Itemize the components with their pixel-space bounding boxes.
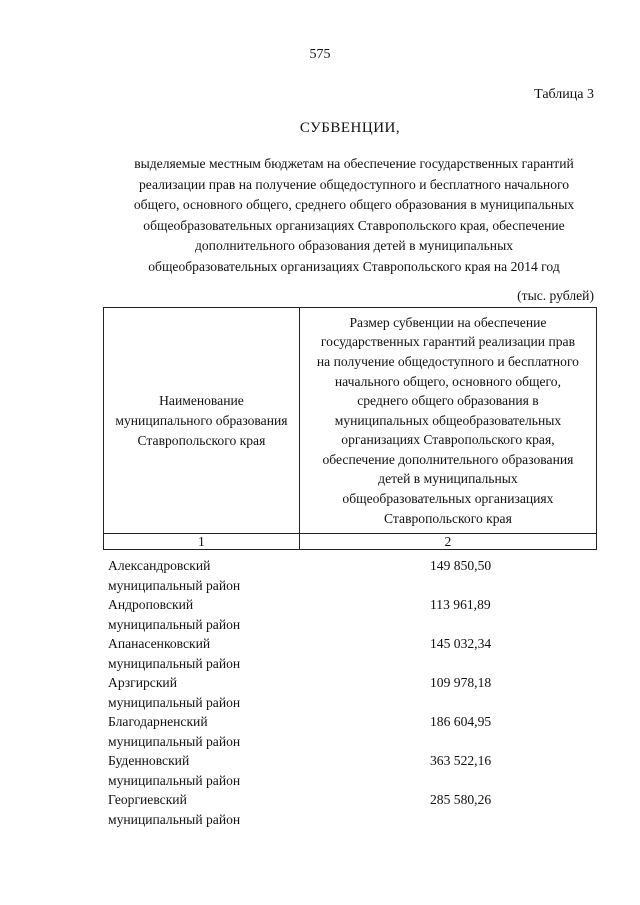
- header-col1-line: Ставропольского края: [137, 432, 266, 448]
- subsidy-value: 363 522,16: [430, 753, 492, 768]
- municipality-name: [108, 712, 308, 751]
- header-col1-line: муниципального образования: [115, 412, 288, 428]
- municipality-name-line: Благодарненский: [108, 714, 208, 729]
- table-reference: Таблица 3: [534, 87, 594, 102]
- header-col1-line: Наименование: [159, 392, 244, 408]
- municipality-type-line: муниципальный район: [108, 811, 241, 827]
- municipality-type-line: муниципальный район: [108, 733, 241, 749]
- subsidy-value: 285 580,26: [430, 792, 492, 807]
- header-col2-line: детей в муниципальных: [378, 471, 518, 487]
- municipality-name-line: Арзгирский: [108, 675, 177, 690]
- document-subtitle: [108, 154, 600, 277]
- municipality-name-line: Андроповский: [108, 597, 194, 612]
- subsidy-value: 113 961,89: [430, 597, 491, 612]
- header-col2-line: среднего общего образования в: [357, 393, 539, 409]
- header-col2-line: Ставропольского края: [384, 510, 512, 526]
- municipality-name: [108, 673, 308, 712]
- page-number: 575: [309, 47, 331, 62]
- subtitle-line: реализации прав на получение общедоступного и бесплатного начального: [138, 176, 570, 192]
- subtitle-line: дополнительного образования детей в муниципальных: [194, 238, 514, 253]
- column-number-2: 2: [299, 534, 596, 550]
- subtitle-line: общего, основного общего, среднего общего образования в муниципальных: [133, 197, 575, 212]
- municipality-name-line: Александровский: [108, 558, 211, 573]
- table-row: [108, 595, 598, 634]
- header-col2-line: обеспечение дополнительного образования: [322, 451, 574, 467]
- table-row: [108, 790, 598, 829]
- table-row: [108, 556, 598, 595]
- subtitle-line: выделяемые местным бюджетам на обеспечение государственных гарантий: [134, 156, 574, 171]
- municipality-name-line: Апанасенковский: [108, 636, 211, 651]
- subsidy-value: 186 604,95: [430, 714, 492, 729]
- municipality-type-line: муниципальный район: [108, 694, 241, 710]
- subsidy-value: 149 850,50: [430, 558, 492, 573]
- header-col2-line: общеобразовательных организациях: [342, 491, 554, 507]
- municipality-name-line: Буденновский: [108, 753, 190, 768]
- units-label: (тыс. рублей): [517, 288, 594, 303]
- subsidy-value: 145 032,34: [430, 636, 492, 651]
- municipality-name: [108, 595, 308, 634]
- table-row: [108, 751, 598, 790]
- subsidy-table-body: [108, 556, 598, 829]
- header-col2-line: на получение общедоступного и бесплатного: [316, 353, 579, 369]
- municipality-name: [108, 751, 308, 790]
- header-municipality: [104, 308, 300, 534]
- table-row: [108, 673, 598, 712]
- municipality-name: [108, 790, 308, 829]
- header-col2-line: начального общего, основного общего,: [334, 373, 561, 389]
- document-title: СУБВЕНЦИИ,: [299, 120, 401, 136]
- municipality-name: [108, 556, 308, 595]
- header-col2-line: организациях Ставропольского края,: [341, 432, 555, 448]
- subtitle-line: общеобразовательных организациях Ставропольского края, обеспечение: [143, 217, 565, 233]
- table-row: [108, 634, 598, 673]
- header-col2-line: муниципальных общеобразовательных: [334, 412, 562, 428]
- header-col2-line: Размер субвенции на обеспечение: [349, 314, 547, 330]
- municipality-type-line: муниципальный район: [108, 577, 241, 593]
- municipality-name: [108, 634, 308, 673]
- header-subsidy-amount: [299, 308, 596, 534]
- municipality-type-line: муниципальный район: [108, 655, 241, 671]
- column-number-1: 1: [104, 534, 300, 550]
- header-col2-line: государственных гарантий реализации прав: [320, 334, 575, 350]
- subsidy-value: 109 978,18: [430, 675, 492, 690]
- subsidy-table-header: [103, 307, 597, 550]
- municipality-type-line: муниципальный район: [108, 772, 241, 788]
- municipality-type-line: муниципальный район: [108, 616, 241, 632]
- table-row: [108, 712, 598, 751]
- municipality-name-line: Георгиевский: [108, 792, 187, 807]
- subtitle-line: общеобразовательных организациях Ставропольского края на 2014 год: [148, 258, 560, 274]
